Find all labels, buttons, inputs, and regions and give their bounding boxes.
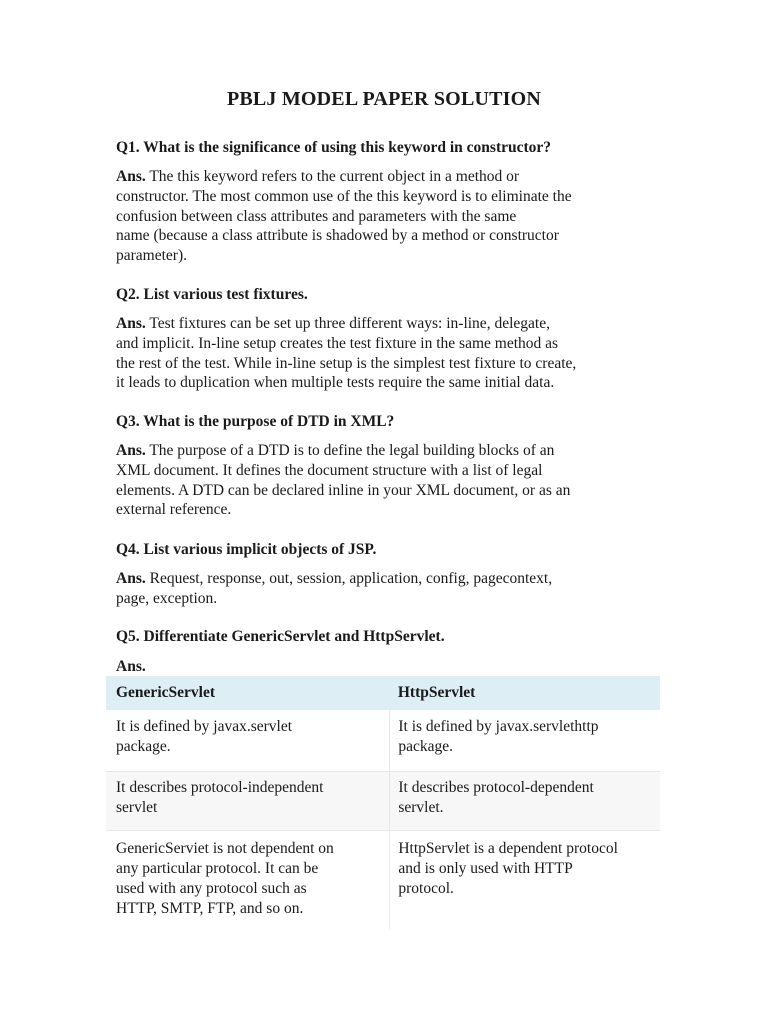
answer-1 [116, 167, 664, 266]
table-cell: HttpServlet is a dependent protocol and is only used with HTTP protocol. [398, 840, 618, 897]
answer-line: Ans. The purpose of a DTD is to define the legal building blocks of an [116, 442, 555, 459]
ans-label: Ans. [116, 570, 146, 587]
answer-line: constructor. The most common use of the this keyword is to eliminate the [116, 187, 572, 205]
table-header-cell: HttpServlet [390, 676, 660, 710]
answer-3 [116, 441, 664, 520]
table-header-row [106, 676, 660, 710]
question-5: Q5. Differentiate GenericServlet and HttpServlet. [116, 628, 445, 645]
answer-line: Ans. Test fixtures can be set up three different ways: in-line, delegate, [116, 315, 550, 332]
table-cell: It describes protocol-independent servlet [106, 772, 390, 831]
answer-line: Ans. Request, response, out, session, application, config, pagecontext, [116, 570, 553, 587]
answer-line: name (because a class attribute is shadowed by a method or constructor [116, 227, 559, 245]
answer-line: page, exception. [116, 589, 218, 607]
answer-4 [116, 569, 664, 609]
question-3: Q3. What is the purpose of DTD in XML? [116, 413, 395, 430]
question-1: Q1. What is the significance of using this keyword in constructor? [116, 139, 552, 156]
ans-label: Ans. [116, 168, 146, 185]
comparison-table [106, 676, 660, 929]
answer-line: parameter). [116, 247, 187, 265]
answer-line: it leads to duplication when multiple tests require the same initial data. [116, 374, 555, 392]
table-cell: It is defined by javax.servlethttp package. [390, 710, 660, 772]
ans-label: Ans. [116, 315, 146, 332]
answer-line: confusion between class attributes and parameters with the same [116, 207, 517, 225]
question-4: Q4. List various implicit objects of JSP. [116, 541, 377, 558]
table-cell: GenericServiet is not dependent on any particular protocol. It can be used with any protocol such as HTTP, SMTP, FTP, and so on. [106, 831, 390, 930]
table-cell: It is defined by javax.servlet package. [106, 710, 390, 772]
table-row [106, 710, 660, 772]
page-title: PBLJ MODEL PAPER SOLUTION [226, 88, 542, 110]
ans-label: Ans. [116, 442, 146, 459]
answer-line: elements. A DTD can be declared inline in your XML document, or as an [116, 481, 571, 499]
table-cell: It describes protocol-dependent servlet. [390, 772, 660, 831]
question-2: Q2. List various test fixtures. [116, 286, 308, 303]
answer-5 [116, 657, 664, 677]
ans-label: Ans. [116, 658, 146, 675]
answer-line: Ans. The this keyword refers to the current object in a method or [116, 168, 520, 185]
table-header-cell: GenericServlet [106, 676, 390, 710]
answer-line: external reference. [116, 501, 232, 519]
answer-2 [116, 314, 664, 393]
answer-line: and implicit. In-line setup creates the test fixture in the same method as [116, 334, 559, 352]
table-row [106, 772, 660, 831]
answer-line: the rest of the test. While in-line setup is the simplest test fixture to create, [116, 354, 577, 372]
table-row [106, 831, 660, 930]
answer-line: XML document. It defines the document structure with a list of legal [116, 461, 543, 479]
